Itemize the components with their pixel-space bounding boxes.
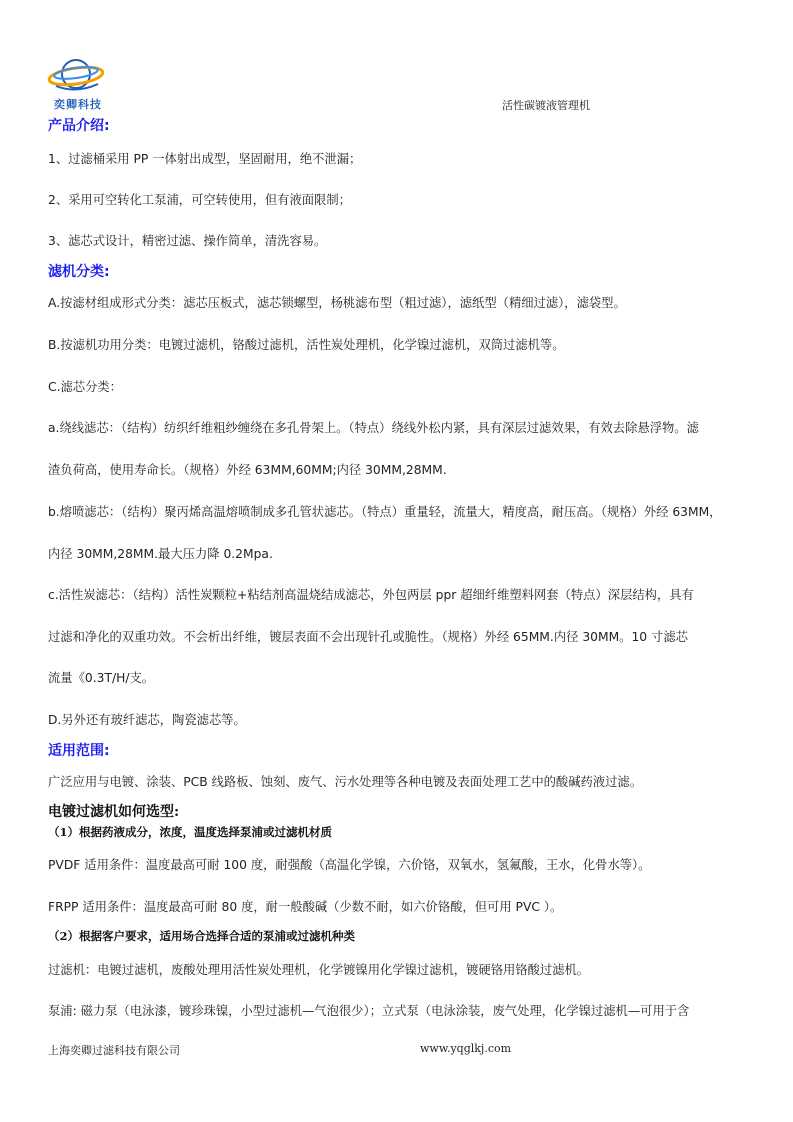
logo-globe-icon xyxy=(46,56,106,100)
classification-line: 渣负荷高，使用寿命长。（规格）外经 63MM,60MM;内径 30MM,28MM. xyxy=(48,463,447,477)
selection-subheading-1: （1）根据药液成分，浓度，温度选择泵浦或过滤机材质 xyxy=(48,825,332,839)
heading-selection: 电镀过滤机如何选型: xyxy=(48,804,180,820)
classification-line: B.按滤机功用分类：电镀过滤机，铬酸过滤机，活性炭处理机，化学镍过滤机，双筒过滤机等。 xyxy=(48,338,565,352)
classification-line: 内径 30MM,28MM.最大压力降 0.2Mpa. xyxy=(48,547,273,561)
footer-website: www.yqglkj.com xyxy=(420,1042,512,1055)
filter-types: 过滤机：电镀过滤机，废酸处理用活性炭处理机，化学镀镍用化学镍过滤机，镀硬铬用铬酸过滤机。 xyxy=(48,963,590,977)
intro-item: 3、滤芯式设计，精密过滤、操作简单，清洗容易。 xyxy=(48,234,327,248)
classification-line: 流量《0.3T/H/支。 xyxy=(48,671,155,685)
heading-filter-classification: 滤机分类: xyxy=(48,264,110,280)
classification-line: A.按滤材组成形式分类：滤芯压板式，滤芯锁螺型，杨桃滤布型（粗过滤），滤纸型（精细过滤），滤袋型。 xyxy=(48,296,626,310)
heading-product-intro: 产品介绍: xyxy=(48,118,110,134)
selection-subheading-2: （2）根据客户要求，适用场合选择合适的泵浦或过滤机种类 xyxy=(48,929,355,943)
intro-item: 2、采用可空转化工泵浦，可空转使用，但有液面限制； xyxy=(48,193,351,207)
classification-line: a.绕线滤芯：（结构）纺织纤维粗纱缠绕在多孔骨架上。（特点）绕线外松内紧，具有深层过滤效果，有效去除悬浮物。滤 xyxy=(48,421,699,435)
classification-line: D.另外还有玻纤滤芯，陶瓷滤芯等。 xyxy=(48,713,246,727)
document-title: 活性碳镀液管理机 xyxy=(502,99,590,112)
classification-line: b.熔喷滤芯：（结构）聚丙烯高温熔喷制成多孔管状滤芯。（特点）重量轻，流量大，精度高，耐压高。（规格）外经 63MM， xyxy=(48,505,722,519)
heading-scope: 适用范围: xyxy=(48,743,110,759)
scope-text: 广泛应用与电镀、涂装、PCB 线路板、蚀刻、废气、污水处理等各种电镀及表面处理工艺中的酸碱药液过滤。 xyxy=(48,775,643,789)
classification-line: 过滤和净化的双重功效。不会析出纤维，镀层表面不会出现针孔或脆性。（规格）外经 65MM.内径 30MM。10 寸滤芯 xyxy=(48,630,688,644)
pvdf-conditions: PVDF 适用条件：温度最高可耐 100 度，耐强酸（高温化学镍，六价铬，双氧水，氢氟酸，王水，化骨水等）。 xyxy=(48,858,651,872)
pump-types: 泵浦: 磁力泵（电泳漆，镀珍珠镍，小型过滤机—气泡很少）；立式泵（电泳涂装，废气处理，化学镍过滤机—可用于含 xyxy=(48,1004,690,1018)
company-logo xyxy=(46,56,106,110)
footer-company: 上海奕卿过滤科技有限公司 xyxy=(48,1044,180,1057)
frpp-conditions: FRPP 适用条件：温度最高可耐 80 度，耐一般酸碱（少数不耐，如六价铬酸，但可用 PVC ）。 xyxy=(48,900,563,914)
logo-text: 奕卿科技 xyxy=(54,98,102,111)
intro-item: 1、过滤桶采用 PP 一体射出成型，坚固耐用，绝不泄漏； xyxy=(48,152,362,166)
classification-line: c.活性炭滤芯：（结构）活性炭颗粒+粘结剂高温烧结成滤芯，外包两层 ppr 超细纤维塑料网套（特点）深层结构，具有 xyxy=(48,588,694,602)
classification-line: C.滤芯分类： xyxy=(48,380,122,394)
